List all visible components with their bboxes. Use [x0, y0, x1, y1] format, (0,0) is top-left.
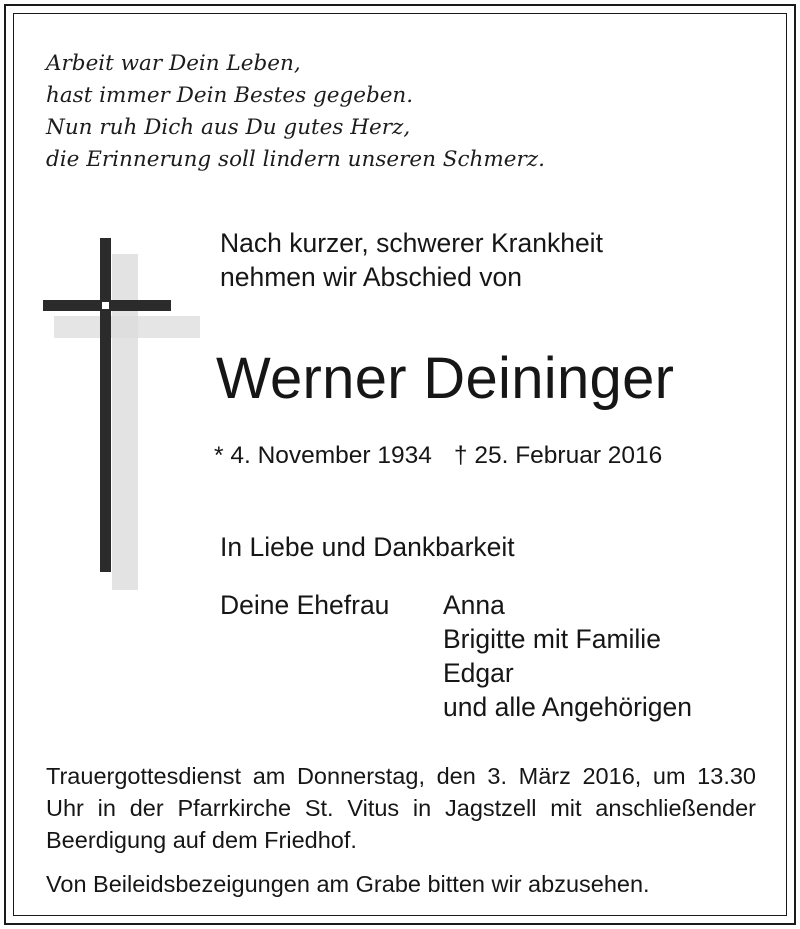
cross-icon	[40, 234, 200, 594]
intro-text	[220, 226, 603, 294]
mourner-relation: Deine Ehefrau	[220, 590, 390, 620]
service-notice: Trauergottesdienst am Donnerstag, den 3. März 2016, um 13.30 Uhr in der Pfarrkirche St. Vitus in Jagstzell mit anschließender Beerdigung auf dem Friedhof.	[46, 763, 756, 853]
mourner-name: und alle Angehörigen	[443, 692, 693, 722]
intro-line-1: Nach kurzer, schwerer Krankheit	[220, 228, 603, 258]
life-dates	[214, 440, 662, 472]
poem	[46, 48, 545, 176]
mourner-name: Brigitte mit Familie	[443, 624, 661, 654]
birth-date: * 4. November 1934	[214, 442, 432, 469]
poem-line-3: Nun ruh Dich aus Du gutes Herz,	[46, 115, 411, 140]
mourner-list	[443, 588, 692, 724]
poem-line-2: hast immer Dein Bestes gegeben.	[46, 83, 414, 108]
deceased-name: Werner Deininger	[216, 346, 675, 411]
poem-line-4: die Erinnerung soll lindern unseren Schmerz.	[46, 147, 545, 172]
cross-vertical-beam	[100, 238, 111, 572]
condolence-notice: Von Beileidsbezeigungen am Grabe bitten wir abzusehen.	[46, 871, 650, 897]
intro-line-2: nehmen wir Abschied von	[220, 262, 522, 292]
thanks-line: In Liebe und Dankbarkeit	[220, 532, 515, 562]
death-date: † 25. Februar 2016	[453, 442, 663, 469]
mourner-name: Anna	[443, 590, 505, 620]
poem-line-1: Arbeit war Dein Leben,	[46, 51, 301, 76]
mourner-name: Edgar	[443, 658, 514, 688]
